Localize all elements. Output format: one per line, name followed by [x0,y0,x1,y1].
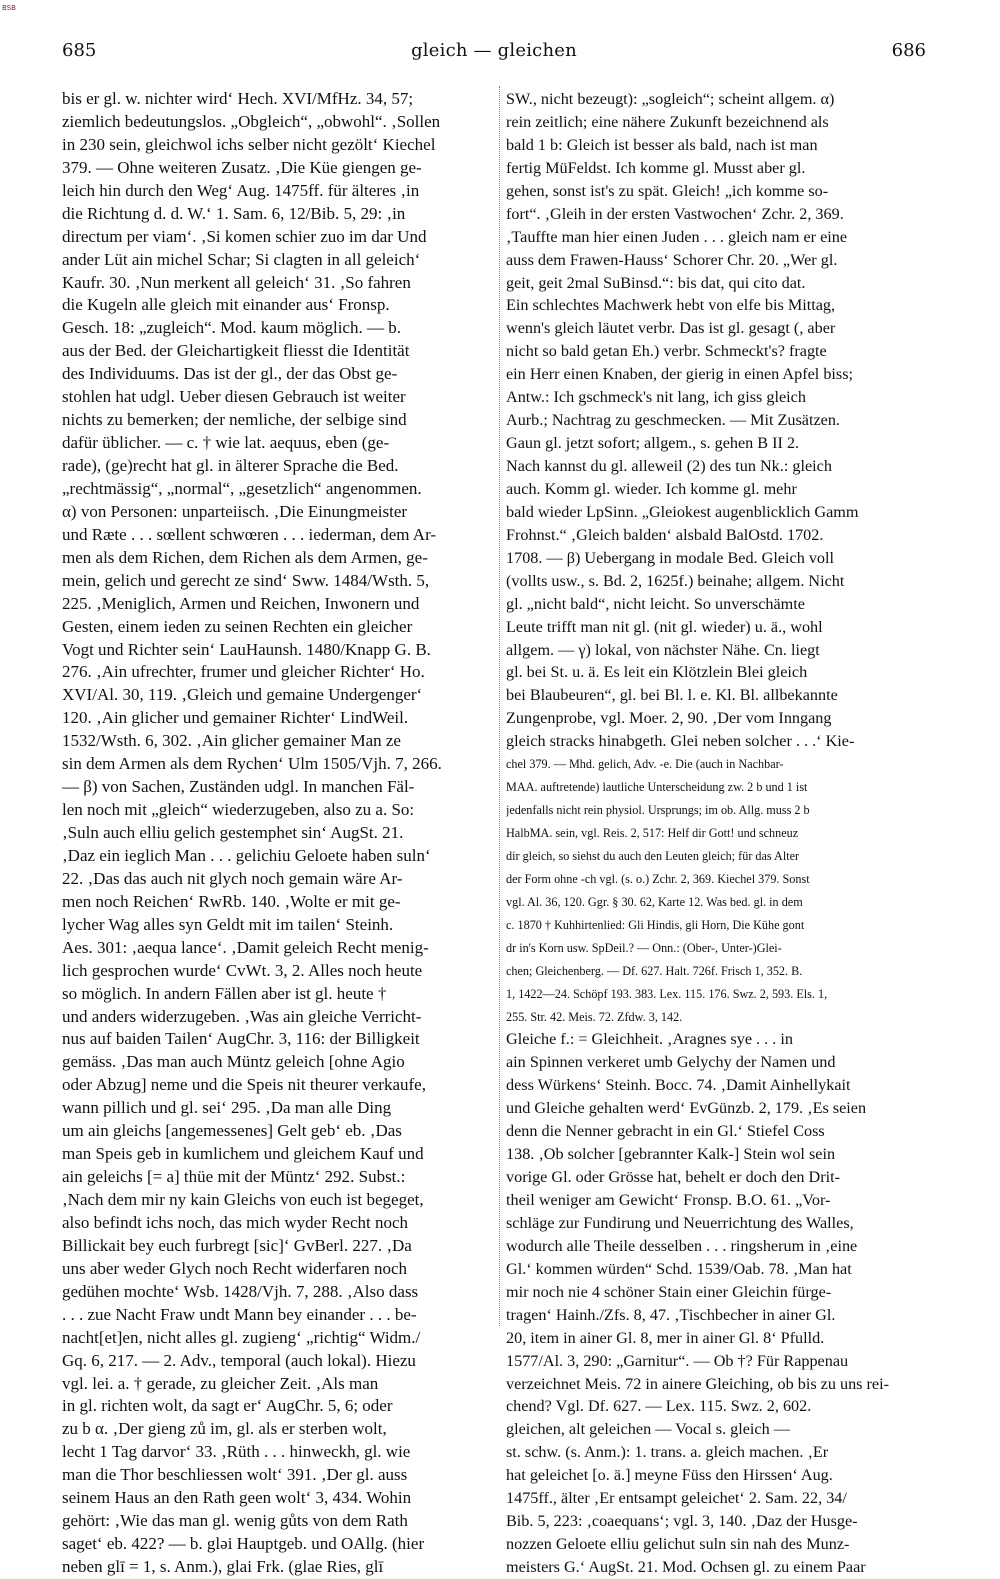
text-line: allgem. — γ) lokal, von nächster Nähe. Cn. liegt [506,640,820,659]
text-line: 276. ‚Ain ufrechter, frumer und gleicher Richter‘ Ho. [62,662,425,682]
text-line: wenn's gleich läutet verbr. Das ist gl. gesagt (, aber [506,319,836,338]
text-line: lecht 1 Tag darvor‘ 33. ‚Rüth . . . hinweckh, gl. wie [62,1442,411,1462]
text-line: wodurch alle Theile desselben . . . ringsherum in ‚eine [506,1236,858,1255]
text-line: neben glī = 1, s. Anm.), glai Frk. (glae Ries, glī [62,1557,384,1576]
text-line: gleichen, alt geleichen — Vocal s. gleich — [506,1420,790,1439]
text-line: jedenfalls nicht rein physiol. Ursprungs; im ob. Allg. muss 2 b [506,803,810,818]
page-number-left: 685 [62,40,97,61]
text-line: 22. ‚Das das auch nit glych noch gemain wäre Ar- [62,868,403,888]
text-line: seinem Haus an den Rath geen wolt‘ 3, 434. Wohin [62,1488,412,1508]
text-line: nicht so bald getan Eh.) verbr. Schmeckt's? fragte [506,342,827,361]
text-line: rein zeitlich; eine nähere Zukunft bezeichnend als [506,112,829,131]
text-line: gedühen mochte‘ Wsb. 1428/Vjh. 7, 288. ‚Also dass [62,1281,419,1301]
text-line: und Gleiche gehalten werd‘ EvGünzb. 2, 179. ‚Es seien [506,1099,867,1118]
text-line: men noch Reichen‘ RwRb. 140. ‚Wolte er mit ge- [62,891,401,911]
text-line: auch. Komm gl. wieder. Ich komme gl. mehr [506,479,797,498]
text-line: Gleiche f.: = Gleichheit. ‚Aragnes sye . . . in [506,1030,793,1049]
text-line: vorige Gl. oder Grösse hat, behelt er doch den Drit- [506,1168,840,1187]
text-line: c. 1870 † Kuhhirtenlied: Gli Hindis, gli Horn, Die Kühe gont [506,917,805,932]
text-line: dafür üblicher. — c. † wie lat. aequus, eben (ge- [62,433,390,453]
text-line: α) von Personen: unparteiisch. ‚Die Einungmeister [62,501,408,521]
text-line: Nach kannst du gl. alleweil (2) des tun Nk.: gleich [506,457,832,475]
text-line: und anders widerzugeben. ‚Was ain gleiche Verricht- [62,1006,422,1026]
page-number-right: 686 [891,40,926,61]
text-line: Leute trifft man nit gl. (nit gl. wieder) u. ä., wohl [506,617,823,636]
right-column [506,88,926,1579]
text-line: ziemlich bedeutungslos. „Obgleich“, „obwohl“. ‚Sollen [62,111,441,131]
running-title: gleich — gleichen [411,40,577,61]
text-line: ‚Daz ein ieglich Man . . . gelichiu Geloete haben suln‘ [62,845,431,865]
text-line: verzeichnet Meis. 72 in ainere Gleiching, ob bis zu uns rei- [506,1374,889,1393]
text-line: Frohnst.“ ‚Gleich balden‘ alsbald BalOstd. 1702. [506,525,824,544]
left-column [62,88,494,1579]
text-line: ain Spinnen verkeret umb Gelychy der Namen und [506,1053,836,1072]
text-line: leich hin durch den Weg‘ Aug. 1475ff. für älteres ‚in [62,180,420,200]
text-line: bald wieder LpSinn. „Gleiokest augenblicklich Gamm [506,502,859,521]
text-line: gl. „nicht bald“, nicht leicht. So unverschämte [506,594,805,613]
text-line: HalbMA. sein, vgl. Reis. 2, 517: Helf dir Gott! und schneuz [506,826,799,840]
text-line: XVI/Al. 30, 119. ‚Gleich und gemaine Undergenger‘ [62,685,423,705]
text-line: MAA. auftretende) lautliche Unterscheidung zw. 2 b und 1 ist [506,780,808,795]
text-line: wann pillich und gl. sei‘ 295. ‚Da man alle Ding [62,1098,392,1118]
text-line: bis er gl. w. nichter wird‘ Hech. XVI/MfHz. 34, 57; [62,89,414,108]
text-line: Bib. 5, 223: ‚coaequans‘; vgl. 3, 140. ‚Daz der Husge- [506,1512,858,1531]
text-line: sin dem Armen als dem Rychen‘ Ulm 1505/Vjh. 7, 266. [62,754,442,774]
text-line: ‚Tauffte man hier einen Juden . . . gleich nam er eine [506,227,848,246]
text-line: in 230 sein, gleichwol ichs selber nicht gezölt‘ Kiechel [62,134,436,154]
text-line: 120. ‚Ain glicher und gemainer Richter‘ LindWeil. [62,708,409,728]
text-line: die Kugeln alle gleich mit einander aus‘ Fronsp. [62,295,390,315]
text-line: Gaun gl. jetzt sofort; allgem., s. gehen B II 2. [506,434,800,453]
text-line: auss dem Frawen-Hauss‘ Schorer Chr. 20. „Wer gl. [506,250,838,269]
text-line: also befindt ichs noch, das mich wyder Recht noch [62,1212,409,1232]
text-line: stohlen hat udgl. Ueber diesen Gebrauch ist weiter [62,387,406,407]
text-line: uns aber weder Glych noch Recht widerfaren noch [62,1258,408,1278]
text-line: Gesten, einem ieden zu seinen Rechten ein gleicher [62,616,413,636]
text-line: — β) von Sachen, Zuständen udgl. In manchen Fäl- [62,777,415,797]
text-line: aus der Bed. der Gleichartigkeit fliesst die Identität [62,341,410,361]
text-line: Aurb.; Nachtrag zu geschmecken. — Mit Zusätzen. [506,411,840,430]
text-line: nozzen Geloete elliu gelichut suln sin nah des Munz- [506,1535,850,1554]
text-line: in gl. richten wolt, da sagt er‘ AugChr. 5, 6; oder [62,1396,393,1416]
text-line: um ain gleichs [angemessenes] Gelt geb‘ eb. ‚Das [62,1121,402,1141]
text-line: nichts zu bemerken; der nemliche, der selbige sind [62,410,407,430]
text-line: geit, geit 2mal SuBinsd.“: bis dat, qui cito dat. [506,273,806,292]
text-line: dir gleich, so siehst du auch den Leuten gleich; für das Alter [506,848,800,863]
text-line: gehört: ‚Wie das man gl. wenig gůts von dem Rath [62,1511,408,1531]
text-line: man die Thor beschliessen wolt‘ 391. ‚Der gl. auss [62,1465,408,1485]
page-header [62,40,926,70]
text-line: 225. ‚Meniglich, Armen und Reichen, Inwonern und [62,593,420,613]
text-line: (vollts usw., s. Bd. 2, 1625f.) beinahe; allgem. Nicht [506,571,845,590]
text-line: 1475ff., älter ‚Er entsampt geleichet‘ 2. Sam. 22, 34/ [506,1489,847,1508]
text-line: 255. Str. 42. Meis. 72. Zfdw. 3, 142. [506,1009,683,1024]
text-line: bald 1 b: Gleich ist besser als bald, nach ist man [506,135,818,154]
text-line: der Form ohne -ch vgl. (s. o.) Zchr. 2, 369. Kiechel 379. Sonst [506,871,810,886]
text-line: Gesch. 18: „zugleich“. Mod. kaum möglich. — b. [62,318,401,338]
text-line: SW., nicht bezeugt): „sogleich“; scheint allgem. α) [506,90,835,108]
text-line: gemäss. ‚Das man auch Müntz geleich [ohne Agio [62,1052,405,1072]
text-line: Vogt und Richter sein‘ LauHaunsh. 1480/Knapp G. B. [62,639,431,659]
text-line: schläge zur Fundirung und Neuerrichtung des Walles, [506,1213,854,1232]
text-line: len noch mit „gleich“ wiederzugeben, also zu a. So: [62,800,415,820]
text-line: dr in's Korn usw. SpDeil.? — Onn.: (Ober-, Unter-)Glei- [506,940,782,955]
text-line: vgl. Al. 36, 120. Ggr. § 30. 62, Karte 12. Was bed. gl. in dem [506,894,803,909]
text-line: chel 379. — Mhd. gelich, Adv. -e. Die (auch in Nachbar- [506,757,784,772]
text-line: tragen‘ Hainh./Zfs. 8, 47. ‚Tischbecher in ainer Gl. [506,1305,836,1324]
text-line: ain geleichs [= a] thüe mit der Müntz‘ 292. Subst.: [62,1167,406,1187]
text-line: Aes. 301: ‚aequa lance‘. ‚Damit geleich Recht menig- [62,937,429,957]
text-line: gl. bei St. u. ä. Es leit ein Klötzlein Blei gleich [506,663,808,682]
text-line: meisters G.‘ AugSt. 21. Mod. Ochsen gl. zu einem Paar [506,1558,866,1576]
text-line: fort“. ‚Gleih in der ersten Vastwochen‘ Zchr. 2, 369. [506,204,844,223]
text-line: Billickait bey euch furbregt [sic]‘ GvBerl. 227. ‚Da [62,1235,412,1255]
text-line: und Ræte . . . sœllent schwœren . . . iederman, dem Ar- [62,524,437,544]
text-line: chen; Gleichenberg. — Df. 627. Halt. 726f. Frisch 1, 352. B. [506,963,803,978]
text-line: denn die Nenner gebracht in ein Gl.‘ Stiefel Coss [506,1122,825,1141]
text-line: gleich stracks hinabgeth. Glei neben solcher . . .‘ Kie- [506,732,855,751]
text-line: ander Lüt ain michel Schar; Si clagten in all geleich‘ [62,249,421,269]
text-line: 20, item in ainer Gl. 8, mer in ainer Gl. 8‘ Pfulld. [506,1328,825,1347]
text-line: Gl.‘ kommen würden“ Schd. 1539/Oab. 78. ‚Man hat [506,1259,852,1278]
text-line: man Speis geb in kumlichem und gleichem Kauf und [62,1144,424,1164]
text-line: zu b α. ‚Der gieng zů im, gl. als er sterben wolt, [62,1419,387,1439]
text-line: 138. ‚Ob solcher [gebrannter Kalk-] Stein wol sein [506,1145,836,1164]
column-divider [499,86,500,1326]
text-line: oder Abzug] neme und die Speis nit theurer verkaufe, [62,1075,426,1095]
text-line: 1, 1422—24. Schöpf 193. 383. Lex. 115. 176. Swz. 2, 593. Els. 1, [506,986,828,1001]
text-line: „rechtmässig“, „normal“, „gesetzlich“ angenommen. [62,478,422,498]
text-line: fertig MüFeldst. Ich komme gl. Musst aber gl. [506,158,806,177]
text-line: ‚Nach dem mir ny kain Gleichs von euch ist begeget, [62,1190,424,1209]
text-line: directum per viam‘. ‚Si komen schier zuo im dar Und [62,226,427,246]
text-line: Antw.: Ich gschmeck's nit lang, ich giss gleich [506,388,806,407]
text-line: st. schw. (s. Anm.): 1. trans. a. gleich machen. ‚Er [506,1443,829,1462]
text-line: Zungenprobe, vgl. Moer. 2, 90. ‚Der vom Inngang [506,709,832,728]
text-line: bei Blaubeuren“, gl. bei Bl. l. e. Kl. Bl. allbekannte [506,686,838,705]
text-line: so möglich. In andern Fällen aber ist gl. heute † [62,983,387,1003]
text-line: . . . zue Nacht Fraw undt Mann bey einander . . . be- [62,1304,417,1324]
text-line: men als dem Richen, dem Richen als dem Armen, ge- [62,547,428,567]
text-line: 1532/Wsth. 6, 302. ‚Ain glicher gemainer Man ze [62,731,401,751]
text-line: theil weniger am Gewicht‘ Fronsp. B.O. 61. „Vor- [506,1191,831,1209]
library-stamp: BSB [2,4,16,12]
text-line: Ein schlechtes Machwerk hebt von elfe bis Mittag, [506,296,836,315]
text-line: rade), (ge)recht hat gl. in älterer Sprache die Bed. [62,456,399,475]
text-line: vgl. lei. a. † gerade, zu gleicher Zeit. ‚Als man [62,1373,379,1393]
text-line: ein Herr einen Knaben, der gierig in einen Apfel biss; [506,365,854,384]
text-line: des Individuums. Das ist der gl., der das Obst ge- [62,364,398,384]
text-line: Kaufr. 30. ‚Nun merkent all geleich‘ 31. ‚So fahren [62,272,411,292]
text-line: 1577/Al. 3, 290: „Garnitur“. — Ob †? Für Rappenau [506,1351,849,1370]
text-line: Gq. 6, 217. — 2. Adv., temporal (auch lokal). Hiezu [62,1350,416,1370]
text-line: gehen, sonst ist's zu spät. Gleich! „ich komme so- [506,181,829,200]
text-line: mein, gelich und gerecht ze sind‘ Sww. 1484/Wsth. 5, [62,570,430,590]
text-line: saget‘ eb. 422? — b. gləi Hauptgeb. und OAllg. (hier [62,1534,425,1554]
text-line: 1708. — β) Uebergang in modale Bed. Gleich voll [506,548,835,567]
text-line: ‚Suln auch elliu gelich gestemphet sin‘ AugSt. 21. [62,823,404,842]
text-line: 379. — Ohne weiteren Zusatz. ‚Die Küe giengen ge- [62,157,422,177]
text-line: lich gesprochen wurde‘ CvWt. 3, 2. Alles noch heute [62,960,423,980]
text-line: mir noch nie 4 schöner Stain einer Gleichin fürge- [506,1282,832,1301]
text-line: lycher Wag alles syn Geldt mit im tailen‘ Steinh. [62,914,394,934]
text-line: chend? Vgl. Df. 627. — Lex. 115. Swz. 2, 602. [506,1397,812,1416]
text-line: dess Würkens‘ Steinh. Bocc. 74. ‚Damit Ainhellykait [506,1076,851,1095]
text-line: hat geleichet [o. ä.] meyne Füss den Hirssen‘ Aug. [506,1466,833,1485]
text-line: die Richtung d. d. W.‘ 1. Sam. 6, 12/Bib. 5, 29: ‚in [62,203,406,223]
text-line: nacht[et]en, nicht alles gl. zugieng‘ „richtig“ Widm./ [62,1327,421,1347]
text-line: nus auf baiden Tailen‘ AugChr. 3, 116: der Billigkeit [62,1029,420,1049]
